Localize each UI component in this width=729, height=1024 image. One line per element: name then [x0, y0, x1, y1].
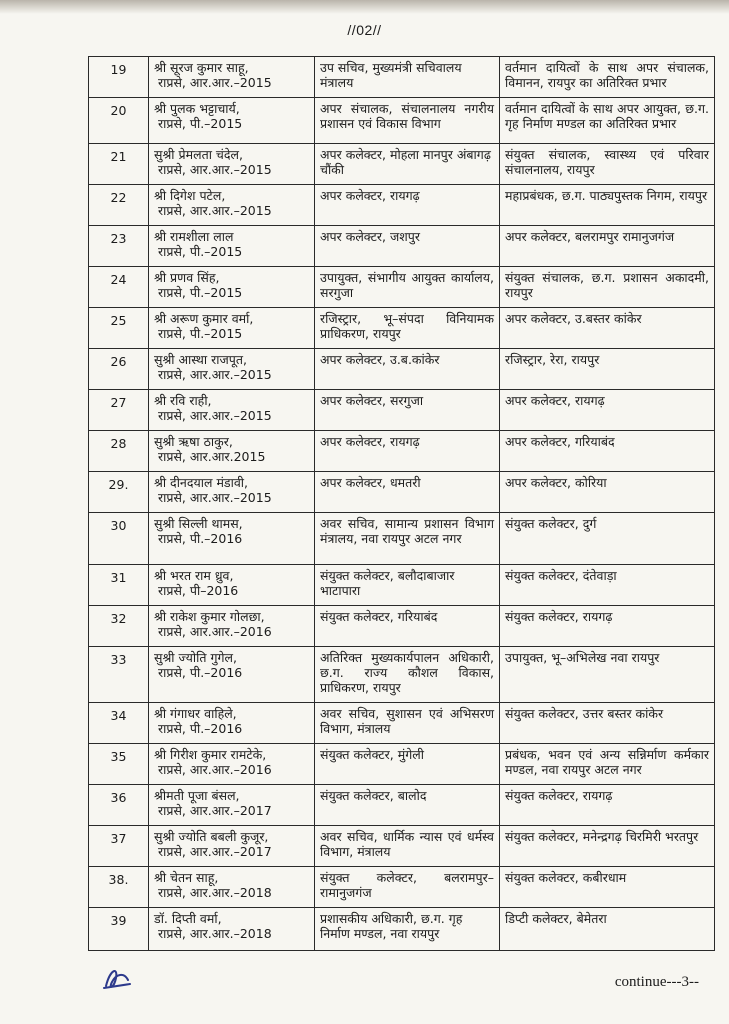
new-posting: संयुक्त संचालक, छ.ग. प्रशासन अकादमी, रायपुर: [500, 267, 715, 308]
table-body: [89, 57, 715, 951]
table-row: [89, 308, 715, 349]
officer-name: श्री राकेश कुमार गोलछा,: [154, 609, 265, 624]
table-row: [89, 185, 715, 226]
officer-cell: [149, 826, 315, 867]
new-posting: अपर कलेक्टर, गरियाबंद: [500, 431, 715, 472]
current-post: अपर कलेक्टर, उ.ब.कांकेर: [315, 349, 500, 390]
service-batch: राप्रसे, आर.आर.–2016: [158, 624, 272, 639]
officer-name: श्री अरूण कुमार वर्मा,: [154, 311, 254, 326]
signature-mark: [100, 962, 134, 994]
serial-number: 25: [89, 308, 149, 349]
serial-number: 28: [89, 431, 149, 472]
service-batch: राप्रसे, आर.आर.–2015: [158, 203, 272, 218]
current-post: अपर कलेक्टर, रायगढ़: [315, 185, 500, 226]
new-posting: रजिस्ट्रार, रेरा, रायपुर: [500, 349, 715, 390]
table-row: [89, 390, 715, 431]
service-batch: राप्रसे, पी.–2015: [158, 326, 243, 341]
officer-cell: [149, 144, 315, 185]
officer-cell: [149, 606, 315, 647]
table-row: [89, 647, 715, 703]
new-posting: संयुक्त कलेक्टर, दंतेवाड़ा: [500, 565, 715, 606]
new-posting: वर्तमान दायित्वों के साथ अपर संचालक, विमानन, रायपुर का अतिरिक्त प्रभार: [500, 57, 715, 98]
officer-name: श्री प्रणव सिंह,: [154, 270, 220, 285]
table-row: [89, 349, 715, 390]
officer-name: श्रीमती पूजा बंसल,: [154, 788, 240, 803]
continue-note: continue---3--: [614, 974, 699, 990]
table-row: [89, 513, 715, 565]
current-post: संयुक्त कलेक्टर, मुंगेली: [315, 744, 500, 785]
officer-name: सुश्री ऋषा ठाकुर,: [154, 434, 233, 449]
officer-name: श्री रामशीला लाल: [154, 229, 234, 244]
serial-number: 33: [89, 647, 149, 703]
new-posting: अपर कलेक्टर, रायगढ़: [500, 390, 715, 431]
table-row: [89, 226, 715, 267]
service-batch: राप्रसे, पी.–2016: [158, 531, 243, 546]
current-post: अपर कलेक्टर, सरगुजा: [315, 390, 500, 431]
serial-number: 39: [89, 908, 149, 951]
officer-cell: [149, 744, 315, 785]
service-batch: राप्रसे, पी.–2016: [158, 665, 243, 680]
new-posting: डिप्टी कलेक्टर, बेमेतरा: [500, 908, 715, 951]
new-posting: संयुक्त संचालक, स्वास्थ्य एवं परिवार संचालनालय, रायपुर: [500, 144, 715, 185]
service-batch: राप्रसे, पी.–2015: [158, 116, 243, 131]
service-batch: राप्रसे, आर.आर.–2018: [158, 885, 272, 900]
serial-number: 22: [89, 185, 149, 226]
officer-cell: [149, 785, 315, 826]
page-top-shadow: [0, 0, 729, 14]
new-posting: वर्तमान दायित्वों के साथ अपर आयुक्त, छ.ग. गृह निर्माण मण्डल का अतिरिक्त प्रभार: [500, 98, 715, 144]
service-batch: राप्रसे, पी.–2016: [158, 721, 243, 736]
table-row: [89, 472, 715, 513]
current-post: संयुक्त कलेक्टर, गरियाबंद: [315, 606, 500, 647]
new-posting: संयुक्त कलेक्टर, रायगढ़: [500, 606, 715, 647]
officer-cell: [149, 647, 315, 703]
table-row: [89, 606, 715, 647]
new-posting: संयुक्त कलेक्टर, कबीरधाम: [500, 867, 715, 908]
officer-cell: [149, 431, 315, 472]
current-post: रजिस्ट्रार, भू–संपदा विनियामक प्राधिकरण, रायपुर: [315, 308, 500, 349]
officer-name: श्री रवि राही,: [154, 393, 212, 408]
officer-cell: [149, 908, 315, 951]
table-row: [89, 867, 715, 908]
service-batch: राप्रसे, आर.आर.–2017: [158, 844, 272, 859]
serial-number: 37: [89, 826, 149, 867]
officer-name: सुश्री सिल्ली थामस,: [154, 516, 243, 531]
new-posting: प्रबंधक, भवन एवं अन्य सन्निर्माण कर्मकार मण्डल, नवा रायपुर अटल नगर: [500, 744, 715, 785]
serial-number: 23: [89, 226, 149, 267]
officer-cell: [149, 57, 315, 98]
service-batch: राप्रसे, आर.आर.–2015: [158, 75, 272, 90]
officer-name: सुश्री आस्था राजपूत,: [154, 352, 247, 367]
current-post: अपर संचालक, संचालनालय नगरीय प्रशासन एवं विकास विभाग: [315, 98, 500, 144]
serial-number: 21: [89, 144, 149, 185]
new-posting: महाप्रबंधक, छ.ग. पाठ्यपुस्तक निगम, रायपुर: [500, 185, 715, 226]
officer-name: श्री सूरज कुमार साहू,: [154, 60, 249, 75]
service-batch: राप्रसे, आर.आर.–2015: [158, 367, 272, 382]
table-row: [89, 57, 715, 98]
serial-number: 26: [89, 349, 149, 390]
table-row: [89, 703, 715, 744]
current-post: संयुक्त कलेक्टर, बलौदाबाजार भाटापारा: [315, 565, 500, 606]
serial-number: 27: [89, 390, 149, 431]
officer-cell: [149, 308, 315, 349]
current-post: अपर कलेक्टर, रायगढ़: [315, 431, 500, 472]
service-batch: राप्रसे, आर.आर.–2015: [158, 162, 272, 177]
current-post: अवर सचिव, सुशासन एवं अभिसरण विभाग, मंत्रालय: [315, 703, 500, 744]
new-posting: संयुक्त कलेक्टर, उत्तर बस्तर कांकेर: [500, 703, 715, 744]
service-batch: राप्रसे, आर.आर.–2016: [158, 762, 272, 777]
serial-number: 19: [89, 57, 149, 98]
service-batch: राप्रसे, पी.–2015: [158, 244, 243, 259]
officer-name: श्री गंगाधर वाहिले,: [154, 706, 237, 721]
current-post: उप सचिव, मुख्यमंत्री सचिवालय मंत्रालय: [315, 57, 500, 98]
current-post: अवर सचिव, सामान्य प्रशासन विभाग मंत्रालय, नवा रायपुर अटल नगर: [315, 513, 500, 565]
officer-name: सुश्री ज्योति बबली कुजूर,: [154, 829, 269, 844]
current-post: प्रशासकीय अधिकारी, छ.ग. गृह निर्माण मण्डल, नवा रायपुर: [315, 908, 500, 951]
service-batch: राप्रसे, आर.आर.2015: [158, 449, 266, 464]
new-posting: संयुक्त कलेक्टर, मनेन्द्रगढ़ चिरमिरी भरतपुर: [500, 826, 715, 867]
current-post: उपायुक्त, संभागीय आयुक्त कार्यालय, सरगुजा: [315, 267, 500, 308]
service-batch: राप्रसे, आर.आर.–2017: [158, 803, 272, 818]
service-batch: राप्रसे, आर.आर.–2018: [158, 926, 272, 941]
serial-number: 36: [89, 785, 149, 826]
new-posting: संयुक्त कलेक्टर, दुर्ग: [500, 513, 715, 565]
officer-cell: [149, 390, 315, 431]
current-post: अवर सचिव, धार्मिक न्यास एवं धर्मस्व विभाग, मंत्रालय: [315, 826, 500, 867]
officer-name: डॉ. दिप्ती वर्मा,: [154, 911, 222, 926]
table-row: [89, 144, 715, 185]
table-row: [89, 565, 715, 606]
new-posting: अपर कलेक्टर, कोरिया: [500, 472, 715, 513]
table-row: [89, 826, 715, 867]
officer-name: श्री दीनदयाल मंडावी,: [154, 475, 249, 490]
serial-number: 29.: [89, 472, 149, 513]
officer-cell: [149, 513, 315, 565]
serial-number: 31: [89, 565, 149, 606]
officer-cell: [149, 703, 315, 744]
new-posting: संयुक्त कलेक्टर, रायगढ़: [500, 785, 715, 826]
service-batch: राप्रसे, आर.आर.–2015: [158, 490, 272, 505]
new-posting: अपर कलेक्टर, बलरामपुर रामानुजगंज: [500, 226, 715, 267]
table-row: [89, 785, 715, 826]
serial-number: 30: [89, 513, 149, 565]
current-post: अपर कलेक्टर, धमतरी: [315, 472, 500, 513]
officer-cell: [149, 349, 315, 390]
transfer-order-table: [88, 56, 715, 951]
officer-name: श्री चेतन साहू,: [154, 870, 219, 885]
current-post: अपर कलेक्टर, मोहला मानपुर अंबागढ़ चौंकी: [315, 144, 500, 185]
officer-cell: [149, 472, 315, 513]
service-batch: राप्रसे, आर.आर.–2015: [158, 408, 272, 423]
officer-cell: [149, 226, 315, 267]
officer-cell: [149, 185, 315, 226]
current-post: अपर कलेक्टर, जशपुर: [315, 226, 500, 267]
officer-cell: [149, 867, 315, 908]
current-post: संयुक्त कलेक्टर, बलरामपुर–रामानुजगंज: [315, 867, 500, 908]
table-row: [89, 744, 715, 785]
officer-name: श्री गिरीश कुमार रामटेके,: [154, 747, 267, 762]
page-number: //02//: [347, 22, 382, 38]
table-row: [89, 267, 715, 308]
service-batch: राप्रसे, पी–2016: [158, 583, 239, 598]
officer-name: सुश्री ज्योति गुगेल,: [154, 650, 238, 665]
officer-name: सुश्री प्रेमलता चंदेल,: [154, 147, 243, 162]
serial-number: 35: [89, 744, 149, 785]
serial-number: 34: [89, 703, 149, 744]
service-batch: राप्रसे, पी.–2015: [158, 285, 243, 300]
officer-name: श्री भरत राम ध्रुव,: [154, 568, 234, 583]
table-row: [89, 908, 715, 951]
officer-cell: [149, 98, 315, 144]
table-row: [89, 98, 715, 144]
serial-number: 38.: [89, 867, 149, 908]
serial-number: 32: [89, 606, 149, 647]
current-post: संयुक्त कलेक्टर, बालोद: [315, 785, 500, 826]
table-row: [89, 431, 715, 472]
serial-number: 24: [89, 267, 149, 308]
current-post: अतिरिक्त मुख्यकार्यपालन अधिकारी, छ.ग. राज्य कौशल विकास, प्राधिकरण, रायपुर: [315, 647, 500, 703]
officer-cell: [149, 565, 315, 606]
officer-name: श्री पुलक भट्टाचार्य,: [154, 101, 240, 116]
serial-number: 20: [89, 98, 149, 144]
new-posting: अपर कलेक्टर, उ.बस्तर कांकेर: [500, 308, 715, 349]
officer-cell: [149, 267, 315, 308]
new-posting: उपायुक्त, भू–अभिलेख नवा रायपुर: [500, 647, 715, 703]
officer-name: श्री दिगेश पटेल,: [154, 188, 226, 203]
